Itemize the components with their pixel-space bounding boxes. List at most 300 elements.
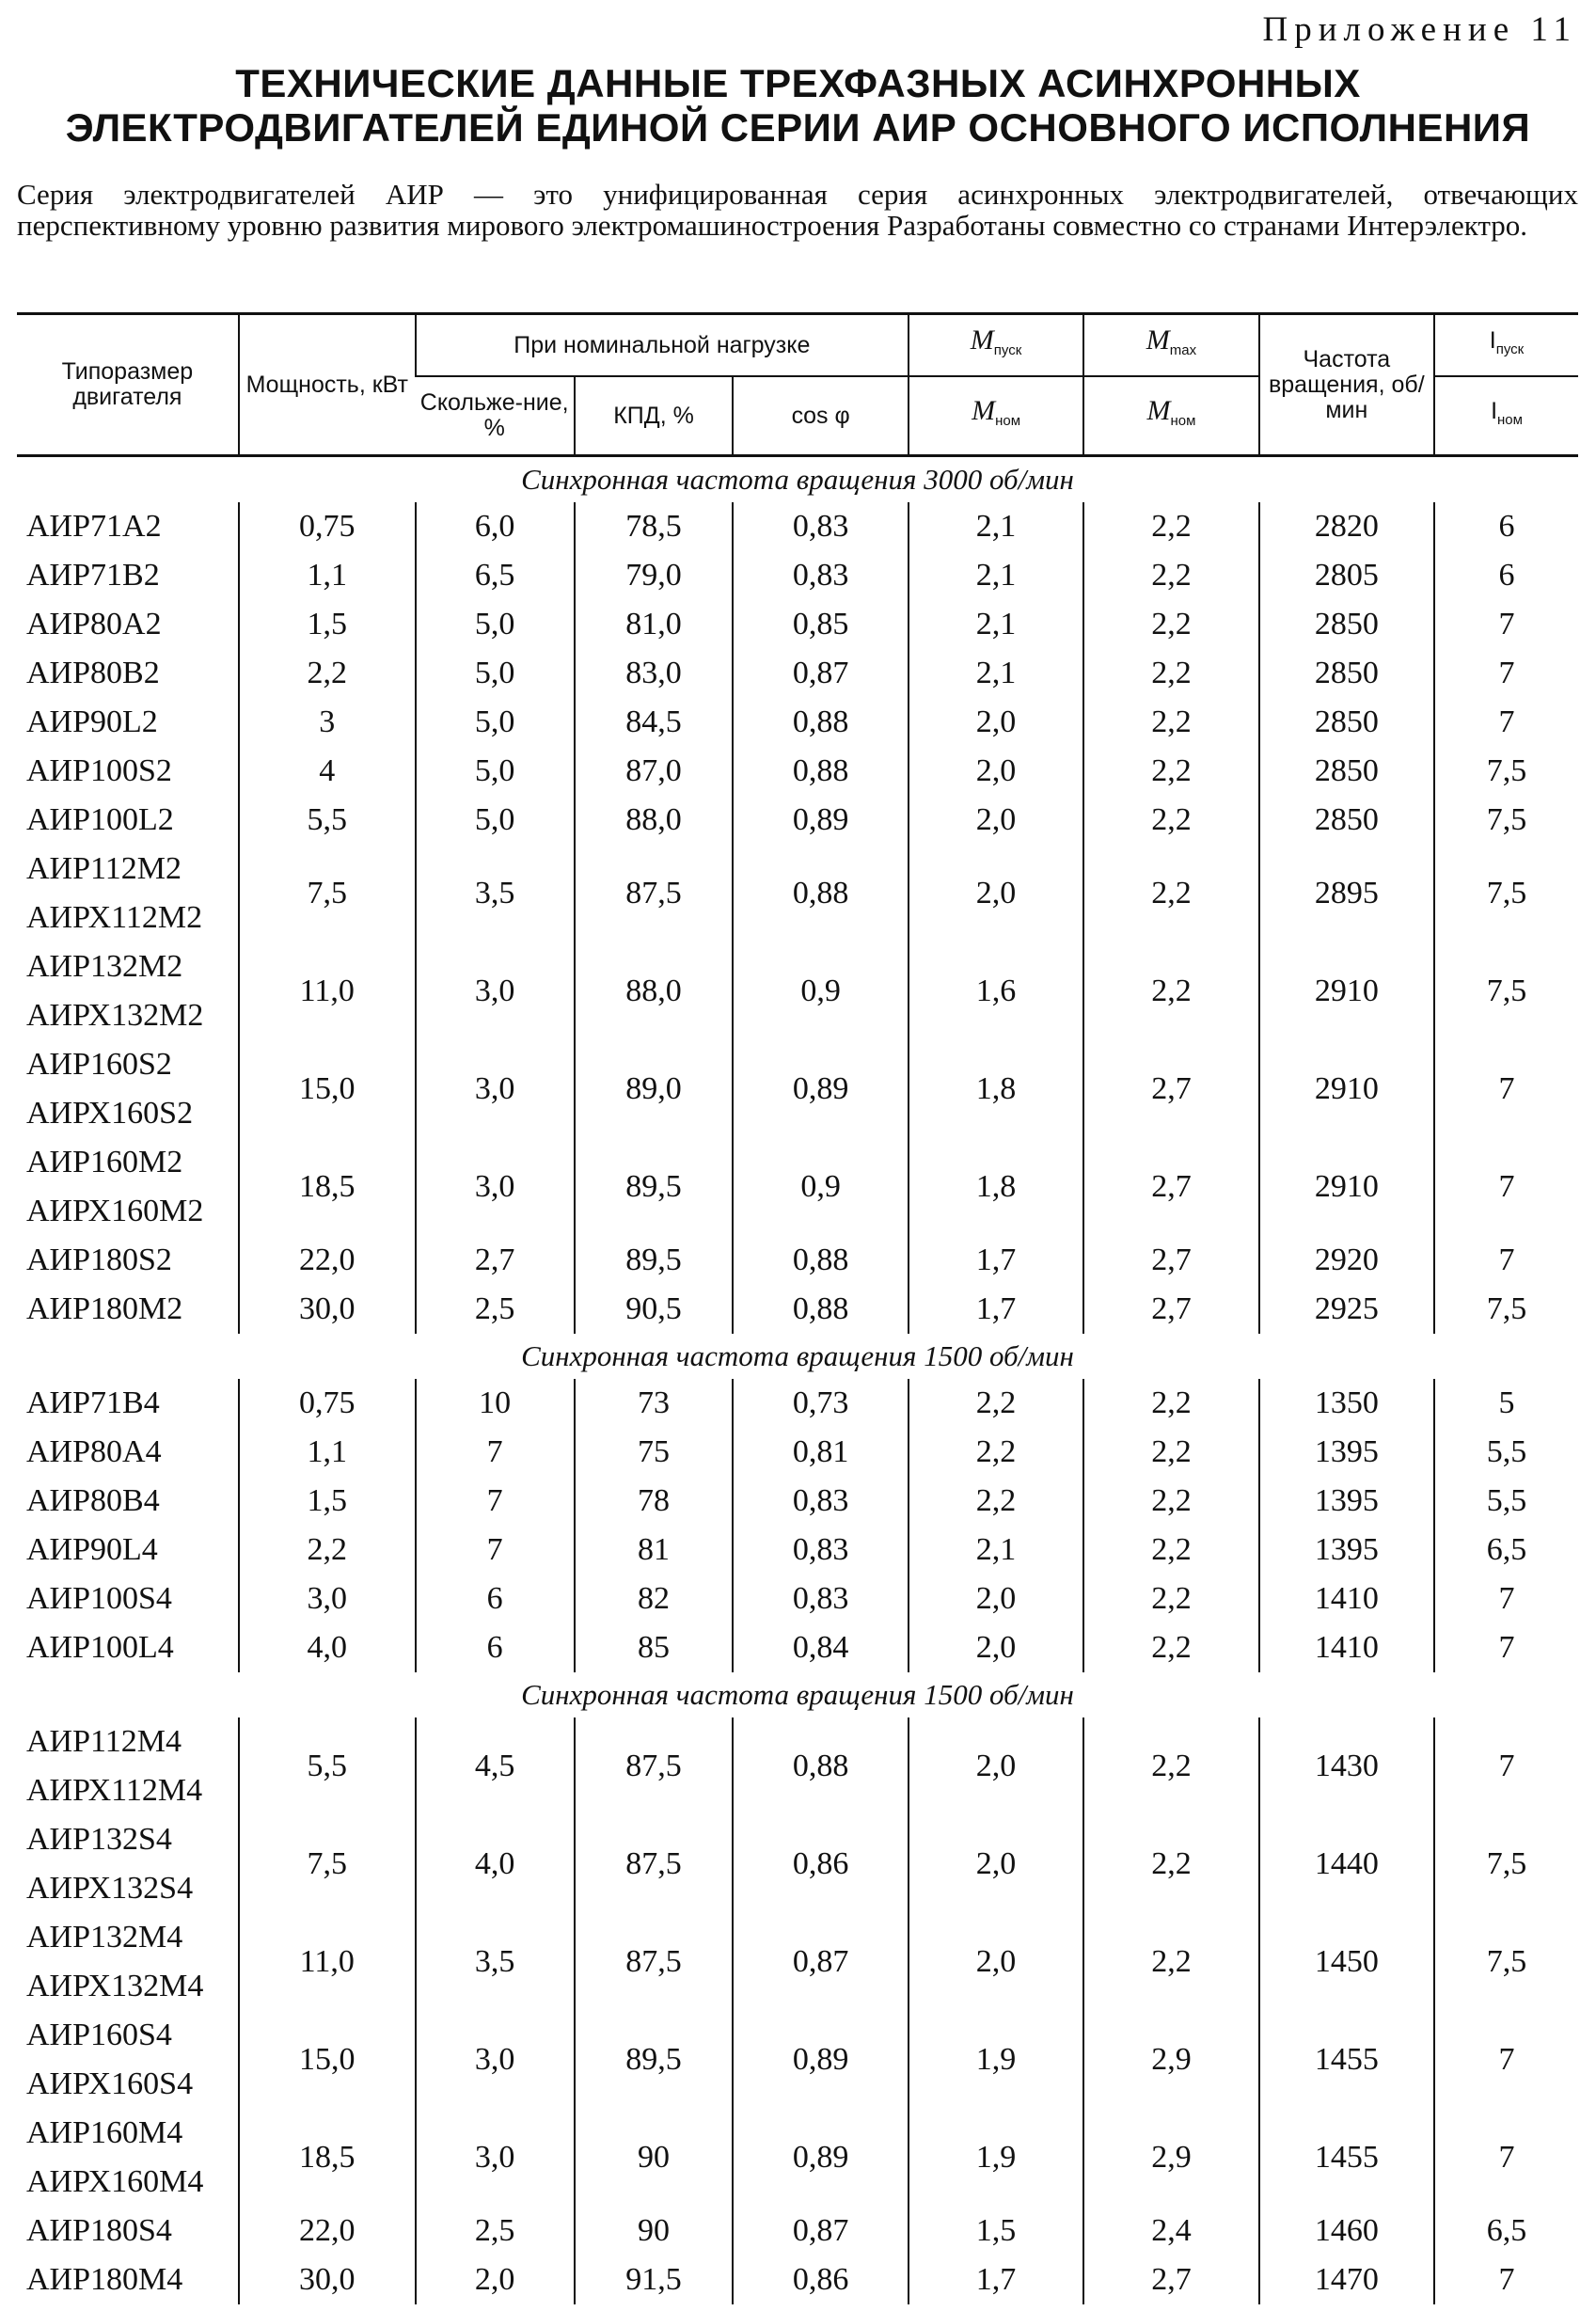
motor-type-cell (17, 2109, 239, 2207)
cell-mmax: 2,7 (1083, 1040, 1258, 1138)
cell-mstart: 2,0 (909, 845, 1083, 942)
motor-data-table (17, 312, 1578, 2304)
motor-type-name: АИРХ160М4 (26, 2164, 204, 2199)
cell-mmax: 2,7 (1083, 1138, 1258, 1236)
cell-mmax: 2,2 (1083, 1379, 1258, 1428)
table-row (17, 502, 1578, 551)
cell-mstart: 1,9 (909, 2011, 1083, 2109)
cell-mstart: 2,0 (909, 747, 1083, 796)
motor-type-name: АИР160S2 (26, 1047, 172, 1082)
header-i-nom: $I_{ном}$ (1434, 376, 1578, 456)
cell-mstart: 2,0 (909, 796, 1083, 845)
section-header-row (17, 1672, 1578, 1717)
cell-eff: 79,0 (575, 551, 734, 600)
table-row (17, 1526, 1578, 1575)
cell-eff: 90 (575, 2207, 734, 2256)
cell-istart: 5 (1434, 1379, 1578, 1428)
motor-type-cell (17, 1575, 239, 1623)
cell-istart: 6 (1434, 502, 1578, 551)
header-m-max: $M_{max}$ (1083, 314, 1258, 377)
cell-power: 1,1 (239, 551, 416, 600)
motor-type-cell (17, 1428, 239, 1477)
motor-type-cell (17, 551, 239, 600)
cell-power: 11,0 (239, 942, 416, 1040)
cell-cos: 0,83 (733, 1477, 908, 1526)
table-body (17, 456, 1578, 2305)
page-title (0, 61, 1596, 150)
intro-paragraph: Серия электродвигателей АИР — это унифицированная серия асинхронных электродвигателей, отвечающих перспективному уровню развития мирового электромашиностроения Разработаны совместно со странами Интерэлектро. (17, 178, 1578, 242)
cell-speed: 1455 (1259, 2011, 1434, 2109)
cell-istart: 7,5 (1434, 845, 1578, 942)
motor-type-cell (17, 1285, 239, 1334)
motor-type-cell (17, 1379, 239, 1428)
cell-cos: 0,83 (733, 551, 908, 600)
motor-type-cell (17, 1623, 239, 1672)
cell-cos: 0,84 (733, 1623, 908, 1672)
cell-speed: 1460 (1259, 2207, 1434, 2256)
cell-mmax: 2,9 (1083, 2011, 1258, 2109)
title-line-1: ТЕХНИЧЕСКИЕ ДАННЫЕ ТРЕХФАЗНЫХ АСИНХРОННЫХ (235, 61, 1361, 105)
header-nominal: При номинальной нагрузке (416, 314, 909, 377)
cell-power: 5,5 (239, 1717, 416, 1815)
section-label: Синхронная частота вращения 1500 об/мин (521, 1678, 1074, 1711)
cell-mmax: 2,2 (1083, 551, 1258, 600)
cell-slip: 2,5 (416, 2207, 575, 2256)
table-header (17, 314, 1578, 456)
cell-mmax: 2,2 (1083, 1428, 1258, 1477)
motor-type-name: АИРХ160М2 (26, 1194, 204, 1228)
cell-mmax: 2,7 (1083, 2256, 1258, 2304)
cell-istart: 6,5 (1434, 2207, 1578, 2256)
cell-slip: 7 (416, 1526, 575, 1575)
cell-slip: 7 (416, 1477, 575, 1526)
cell-mstart: 2,1 (909, 600, 1083, 649)
cell-cos: 0,88 (733, 1717, 908, 1815)
cell-mmax: 2,2 (1083, 942, 1258, 1040)
cell-speed: 2910 (1259, 942, 1434, 1040)
cell-cos: 0,89 (733, 1040, 908, 1138)
cell-power: 18,5 (239, 2109, 416, 2207)
cell-eff: 87,0 (575, 747, 734, 796)
header-m-start: $M_{пуск}$ (909, 314, 1083, 377)
cell-cos: 0,83 (733, 1526, 908, 1575)
cell-mmax: 2,4 (1083, 2207, 1258, 2256)
motor-type-cell (17, 747, 239, 796)
motor-type-name: АИР100S4 (26, 1581, 172, 1616)
motor-type-name: АИР160М4 (26, 2115, 183, 2150)
cell-power: 7,5 (239, 845, 416, 942)
cell-mstart: 2,0 (909, 698, 1083, 747)
table-row (17, 942, 1578, 1040)
cell-eff: 87,5 (575, 1913, 734, 2011)
table-row (17, 2207, 1578, 2256)
cell-eff: 78,5 (575, 502, 734, 551)
motor-type-cell (17, 502, 239, 551)
cell-istart: 7 (1434, 1623, 1578, 1672)
cell-power: 1,5 (239, 1477, 416, 1526)
cell-power: 1,1 (239, 1428, 416, 1477)
cell-eff: 90,5 (575, 1285, 734, 1334)
cell-istart: 7 (1434, 600, 1578, 649)
cell-istart: 7,5 (1434, 796, 1578, 845)
cell-power: 30,0 (239, 1285, 416, 1334)
cell-speed: 2920 (1259, 1236, 1434, 1285)
cell-mmax: 2,2 (1083, 698, 1258, 747)
motor-type-cell (17, 845, 239, 942)
cell-mstart: 2,2 (909, 1428, 1083, 1477)
motor-type-cell (17, 1236, 239, 1285)
cell-istart: 6,5 (1434, 1526, 1578, 1575)
cell-eff: 83,0 (575, 649, 734, 698)
cell-mmax: 2,2 (1083, 1623, 1258, 1672)
cell-speed: 1395 (1259, 1428, 1434, 1477)
cell-speed: 2850 (1259, 796, 1434, 845)
motor-type-name: АИРХ132S4 (26, 1871, 194, 1906)
motor-type-cell (17, 942, 239, 1040)
cell-speed: 2925 (1259, 1285, 1434, 1334)
cell-speed: 2895 (1259, 845, 1434, 942)
cell-cos: 0,88 (733, 747, 908, 796)
cell-speed: 1410 (1259, 1575, 1434, 1623)
cell-mstart: 1,5 (909, 2207, 1083, 2256)
motor-type-name: АИР90L2 (26, 704, 158, 739)
cell-eff: 89,0 (575, 1040, 734, 1138)
motor-type-name: АИРХ112М4 (26, 1773, 203, 1808)
motor-type-name: АИРХ160S4 (26, 2066, 194, 2101)
cell-istart: 7 (1434, 2256, 1578, 2304)
motor-type-name: АИР100L4 (26, 1630, 174, 1665)
cell-mstart: 1,8 (909, 1040, 1083, 1138)
table-row (17, 1913, 1578, 2011)
motor-type-name: АИР180М4 (26, 2262, 183, 2297)
cell-cos: 0,73 (733, 1379, 908, 1428)
cell-slip: 5,0 (416, 747, 575, 796)
motor-type-cell (17, 1477, 239, 1526)
cell-istart: 5,5 (1434, 1428, 1578, 1477)
cell-speed: 1395 (1259, 1526, 1434, 1575)
cell-cos: 0,88 (733, 1285, 908, 1334)
cell-mstart: 2,1 (909, 1526, 1083, 1575)
motor-type-cell (17, 1040, 239, 1138)
cell-eff: 87,5 (575, 1815, 734, 1913)
table-row (17, 2011, 1578, 2109)
cell-istart: 5,5 (1434, 1477, 1578, 1526)
cell-slip: 3,5 (416, 845, 575, 942)
cell-power: 3,0 (239, 1575, 416, 1623)
cell-eff: 73 (575, 1379, 734, 1428)
header-cos-phi: cos φ (733, 376, 908, 456)
cell-mstart: 2,1 (909, 649, 1083, 698)
cell-mstart: 2,0 (909, 1623, 1083, 1672)
cell-slip: 10 (416, 1379, 575, 1428)
cell-cos: 0,89 (733, 796, 908, 845)
cell-slip: 4,0 (416, 1815, 575, 1913)
cell-power: 0,75 (239, 502, 416, 551)
cell-eff: 88,0 (575, 942, 734, 1040)
cell-mmax: 2,9 (1083, 2109, 1258, 2207)
cell-power: 4 (239, 747, 416, 796)
cell-eff: 81 (575, 1526, 734, 1575)
motor-type-name: АИР90L4 (26, 1532, 158, 1567)
cell-cos: 0,81 (733, 1428, 908, 1477)
table-row (17, 1815, 1578, 1913)
cell-mmax: 2,2 (1083, 1575, 1258, 1623)
cell-mstart: 2,2 (909, 1379, 1083, 1428)
section-label: Синхронная частота вращения 1500 об/мин (521, 1339, 1074, 1372)
cell-cos: 0,85 (733, 600, 908, 649)
motor-type-cell (17, 600, 239, 649)
cell-speed: 2820 (1259, 502, 1434, 551)
cell-eff: 91,5 (575, 2256, 734, 2304)
cell-speed: 2805 (1259, 551, 1434, 600)
cell-power: 5,5 (239, 796, 416, 845)
cell-slip: 2,5 (416, 1285, 575, 1334)
motor-type-name: АИР160М2 (26, 1145, 183, 1179)
cell-mmax: 2,2 (1083, 1526, 1258, 1575)
cell-speed: 2850 (1259, 600, 1434, 649)
cell-mmax: 2,2 (1083, 1717, 1258, 1815)
cell-mstart: 2,1 (909, 502, 1083, 551)
cell-istart: 7,5 (1434, 1815, 1578, 1913)
cell-slip: 2,0 (416, 2256, 575, 2304)
table-row (17, 600, 1578, 649)
section-header-row (17, 1334, 1578, 1379)
motor-type-name: АИР80А2 (26, 607, 162, 641)
table-row (17, 2256, 1578, 2304)
motor-type-cell (17, 649, 239, 698)
cell-power: 15,0 (239, 1040, 416, 1138)
cell-mmax: 2,2 (1083, 1815, 1258, 1913)
cell-cos: 0,88 (733, 698, 908, 747)
cell-istart: 7,5 (1434, 747, 1578, 796)
cell-slip: 3,0 (416, 2109, 575, 2207)
motor-type-name: АИРХ160S2 (26, 1096, 194, 1131)
cell-slip: 3,5 (416, 1913, 575, 2011)
cell-cos: 0,87 (733, 649, 908, 698)
table-row (17, 1428, 1578, 1477)
cell-slip: 6 (416, 1575, 575, 1623)
motor-type-name: АИРХ132М4 (26, 1969, 204, 2003)
cell-eff: 82 (575, 1575, 734, 1623)
cell-slip: 6,0 (416, 502, 575, 551)
table-row (17, 796, 1578, 845)
cell-cos: 0,89 (733, 2011, 908, 2109)
cell-slip: 3,0 (416, 1138, 575, 1236)
motor-type-cell (17, 2207, 239, 2256)
cell-speed: 2850 (1259, 698, 1434, 747)
motor-type-name: АИР132S4 (26, 1822, 172, 1857)
cell-mstart: 2,0 (909, 1913, 1083, 2011)
cell-mmax: 2,2 (1083, 1913, 1258, 2011)
motor-type-name: АИР71В4 (26, 1385, 160, 1420)
motor-type-name: АИР160S4 (26, 2018, 172, 2052)
cell-slip: 4,5 (416, 1717, 575, 1815)
section-header-row (17, 456, 1578, 503)
cell-power: 4,0 (239, 1623, 416, 1672)
cell-istart: 7,5 (1434, 1913, 1578, 2011)
motor-type-name: АИР180S4 (26, 2213, 172, 2248)
cell-mmax: 2,2 (1083, 649, 1258, 698)
cell-cos: 0,83 (733, 1575, 908, 1623)
cell-mstart: 2,0 (909, 1815, 1083, 1913)
table-row (17, 551, 1578, 600)
cell-slip: 3,0 (416, 2011, 575, 2109)
cell-cos: 0,88 (733, 845, 908, 942)
cell-power: 11,0 (239, 1913, 416, 2011)
motor-type-name: АИР180S2 (26, 1243, 172, 1277)
cell-slip: 3,0 (416, 942, 575, 1040)
cell-mmax: 2,2 (1083, 845, 1258, 942)
motor-type-name: АИР132М4 (26, 1920, 183, 1955)
cell-istart: 7 (1434, 649, 1578, 698)
header-speed: Частота вращения, об/мин (1259, 314, 1434, 456)
cell-mstart: 1,7 (909, 1285, 1083, 1334)
header-i-start: $I_{пуск}$ (1434, 314, 1578, 377)
cell-mstart: 1,7 (909, 1236, 1083, 1285)
cell-eff: 78 (575, 1477, 734, 1526)
cell-eff: 85 (575, 1623, 734, 1672)
cell-slip: 5,0 (416, 698, 575, 747)
cell-istart: 7 (1434, 698, 1578, 747)
cell-cos: 0,87 (733, 1913, 908, 2011)
motor-type-cell (17, 1913, 239, 2011)
cell-slip: 7 (416, 1428, 575, 1477)
header-efficiency: КПД, % (575, 376, 734, 456)
cell-mstart: 1,8 (909, 1138, 1083, 1236)
motor-type-name: АИР80В2 (26, 656, 160, 690)
cell-istart: 6 (1434, 551, 1578, 600)
motor-type-name: АИР180М2 (26, 1291, 183, 1326)
cell-eff: 89,5 (575, 2011, 734, 2109)
cell-mstart: 2,1 (909, 551, 1083, 600)
cell-eff: 87,5 (575, 1717, 734, 1815)
cell-power: 18,5 (239, 1138, 416, 1236)
cell-mstart: 2,0 (909, 1575, 1083, 1623)
cell-power: 22,0 (239, 2207, 416, 2256)
cell-eff: 87,5 (575, 845, 734, 942)
motor-type-name: АИР100S2 (26, 753, 172, 788)
header-slip: Скольже-ние, % (419, 389, 569, 441)
table-row (17, 747, 1578, 796)
cell-slip: 6 (416, 1623, 575, 1672)
motor-type-name: АИР112М4 (26, 1724, 182, 1759)
table-row (17, 1575, 1578, 1623)
cell-speed: 2850 (1259, 747, 1434, 796)
cell-eff: 88,0 (575, 796, 734, 845)
cell-cos: 0,83 (733, 502, 908, 551)
cell-eff: 89,5 (575, 1138, 734, 1236)
cell-speed: 2910 (1259, 1138, 1434, 1236)
cell-istart: 7 (1434, 2011, 1578, 2109)
cell-power: 30,0 (239, 2256, 416, 2304)
motor-type-name: АИР71А2 (26, 509, 162, 544)
cell-power: 1,5 (239, 600, 416, 649)
cell-eff: 90 (575, 2109, 734, 2207)
cell-eff: 89,5 (575, 1236, 734, 1285)
cell-istart: 7 (1434, 1717, 1578, 1815)
cell-cos: 0,87 (733, 2207, 908, 2256)
cell-speed: 1450 (1259, 1913, 1434, 2011)
motor-type-cell (17, 2011, 239, 2109)
cell-speed: 1430 (1259, 1717, 1434, 1815)
cell-mmax: 2,2 (1083, 502, 1258, 551)
motor-type-cell (17, 698, 239, 747)
cell-speed: 1350 (1259, 1379, 1434, 1428)
cell-power: 0,75 (239, 1379, 416, 1428)
motor-type-name: АИРХ132М2 (26, 998, 204, 1033)
cell-cos: 0,9 (733, 942, 908, 1040)
header-m-nom-1: $M_{ном}$ (909, 376, 1083, 456)
motor-type-name: АИР80А4 (26, 1434, 162, 1469)
cell-power: 22,0 (239, 1236, 416, 1285)
cell-cos: 0,86 (733, 2256, 908, 2304)
cell-istart: 7 (1434, 2109, 1578, 2207)
cell-mmax: 2,7 (1083, 1285, 1258, 1334)
header-power: Мощность, кВт (239, 314, 416, 456)
table-row (17, 1138, 1578, 1236)
motor-type-name: АИРХ112М2 (26, 900, 203, 935)
motor-type-name: АИР112М2 (26, 851, 182, 886)
cell-mstart: 2,2 (909, 1477, 1083, 1526)
table-row (17, 698, 1578, 747)
cell-mmax: 2,2 (1083, 600, 1258, 649)
cell-power: 2,2 (239, 1526, 416, 1575)
cell-speed: 1440 (1259, 1815, 1434, 1913)
motor-type-name: АИР100L2 (26, 802, 174, 837)
cell-speed: 2910 (1259, 1040, 1434, 1138)
motor-type-name: АИР132М2 (26, 949, 183, 984)
table-row (17, 1379, 1578, 1428)
cell-mmax: 2,7 (1083, 1236, 1258, 1285)
cell-eff: 84,5 (575, 698, 734, 747)
cell-slip: 5,0 (416, 649, 575, 698)
motor-type-cell (17, 1138, 239, 1236)
cell-speed: 1455 (1259, 2109, 1434, 2207)
cell-speed: 1395 (1259, 1477, 1434, 1526)
cell-power: 15,0 (239, 2011, 416, 2109)
table-row (17, 845, 1578, 942)
motor-type-cell (17, 2256, 239, 2304)
table-row (17, 649, 1578, 698)
cell-cos: 0,88 (733, 1236, 908, 1285)
table-row (17, 1236, 1578, 1285)
cell-mstart: 2,0 (909, 1717, 1083, 1815)
cell-mmax: 2,2 (1083, 747, 1258, 796)
cell-istart: 7 (1434, 1040, 1578, 1138)
cell-power: 7,5 (239, 1815, 416, 1913)
cell-istart: 7 (1434, 1138, 1578, 1236)
motor-type-name: АИР80В4 (26, 1483, 160, 1518)
cell-mstart: 1,9 (909, 2109, 1083, 2207)
cell-slip: 5,0 (416, 796, 575, 845)
cell-mstart: 1,7 (909, 2256, 1083, 2304)
motor-type-cell (17, 1717, 239, 1815)
cell-istart: 7 (1434, 1575, 1578, 1623)
motor-type-cell (17, 1815, 239, 1913)
table-row (17, 1477, 1578, 1526)
header-type: Типоразмер двигателя (61, 358, 194, 410)
header-m-nom-2: $M_{ном}$ (1083, 376, 1258, 456)
table-row (17, 1717, 1578, 1815)
cell-speed: 2850 (1259, 649, 1434, 698)
motor-type-cell (17, 796, 239, 845)
title-line-2: ЭЛЕКТРОДВИГАТЕЛЕЙ ЕДИНОЙ СЕРИИ АИР ОСНОВНОГО ИСПОЛНЕНИЯ (65, 105, 1531, 150)
cell-mmax: 2,2 (1083, 796, 1258, 845)
motor-type-name: АИР71В2 (26, 558, 160, 593)
cell-power: 3 (239, 698, 416, 747)
table-row (17, 1040, 1578, 1138)
cell-mstart: 1,6 (909, 942, 1083, 1040)
